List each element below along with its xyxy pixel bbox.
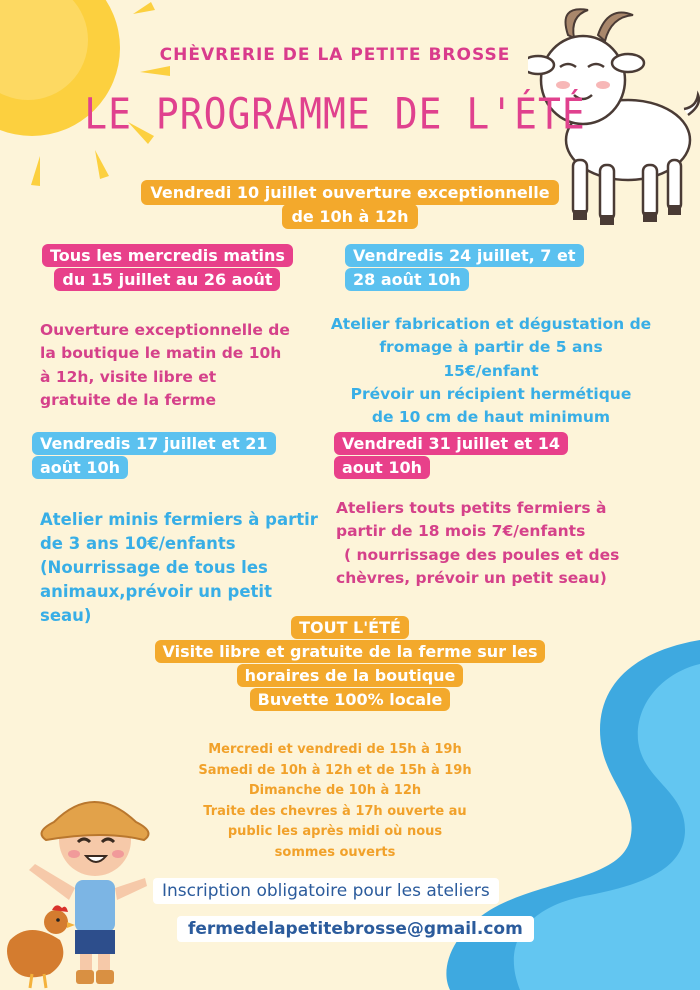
block2-body-line-3: Prévoir un récipient hermétique <box>350 384 632 403</box>
email-link[interactable]: fermedelapetitebrosse@gmail.com <box>177 916 534 942</box>
block4-body-line-4: chèvres, prévoir un petit seau) <box>336 568 607 587</box>
hours-line-5: public les après midi où nous <box>227 824 443 840</box>
block3-heading <box>32 432 276 480</box>
hours-line-2: Samedi de 10h à 12h et de 15h à 19h <box>198 762 472 778</box>
block4-body-line-2: partir de 18 mois 7€/enfants <box>336 522 586 541</box>
block1-heading <box>42 244 293 292</box>
block1-heading-line-1: Tous les mercredis matins <box>42 244 293 267</box>
block4-heading-line-1: Vendredi 31 juillet et 14 <box>334 432 568 455</box>
block4-heading-line-2: aout 10h <box>334 456 430 479</box>
block4-body-line-1: Ateliers touts petits fermiers à <box>336 499 607 517</box>
hours-line-1: Mercredi et vendredi de 15h à 19h <box>208 742 462 757</box>
block1-heading-line-2: du 15 juillet au 26 août <box>54 268 280 291</box>
brand-name: CHÈVRERIE DE LA PETITE BROSSE <box>159 45 511 65</box>
block2-body-line-2: fromage à partir de 5 ans 15€/enfant <box>379 338 603 380</box>
page-title: LE PROGRAMME DE L'ÉTÉ <box>84 89 586 139</box>
summer-line-2: horaires de la boutique <box>237 664 464 687</box>
block2-heading-line-1: Vendredis 24 juillet, 7 et <box>345 244 584 267</box>
block2-heading <box>345 244 584 292</box>
inscription-note: Inscription obligatoire pour les ateliers <box>153 878 499 904</box>
summer-heading: TOUT L'ÉTÉ <box>291 616 409 639</box>
hours-line-4: Traite des chevres à 17h ouverte au <box>203 803 467 819</box>
block4-heading <box>334 432 568 480</box>
block2-heading-line-2: 28 août 10h <box>345 268 469 291</box>
block1-body: Ouverture exceptionnelle de la boutique le matin de 10h à 12h, visite libre et gratuite de la ferme <box>40 321 290 409</box>
block2-body-line-1: Atelier fabrication et dégustation de <box>330 315 652 333</box>
summer-section <box>0 616 700 712</box>
opening-hours <box>150 740 520 863</box>
banner <box>0 181 700 229</box>
hours-line-3: Dimanche de 10h à 12h <box>248 783 422 799</box>
block2-body-line-4: de 10 cm de haut minimum <box>371 408 611 426</box>
block3-body: Atelier minis fermiers à partir de 3 ans 10€/enfants (Nourrissage de tous les animaux,prévoir un petit seau) <box>40 510 318 625</box>
block3-heading-line-2: août 10h <box>32 456 128 479</box>
summer-line-3: Buvette 100% locale <box>250 688 451 711</box>
summer-line-1: Visite libre et gratuite de la ferme sur les <box>155 640 546 663</box>
block2-body <box>330 313 652 429</box>
hen-illustration <box>0 900 80 990</box>
banner-line-2: de 10h à 12h <box>282 204 417 229</box>
block3-heading-line-1: Vendredis 17 juillet et 21 <box>32 432 276 455</box>
banner-line-1: Vendredi 10 juillet ouverture exceptionnelle <box>141 180 558 205</box>
block4-body <box>336 497 656 590</box>
hours-line-6: sommes ouverts <box>274 844 396 860</box>
block4-body-line-3: ( nourrissage des poules et des <box>344 545 620 564</box>
